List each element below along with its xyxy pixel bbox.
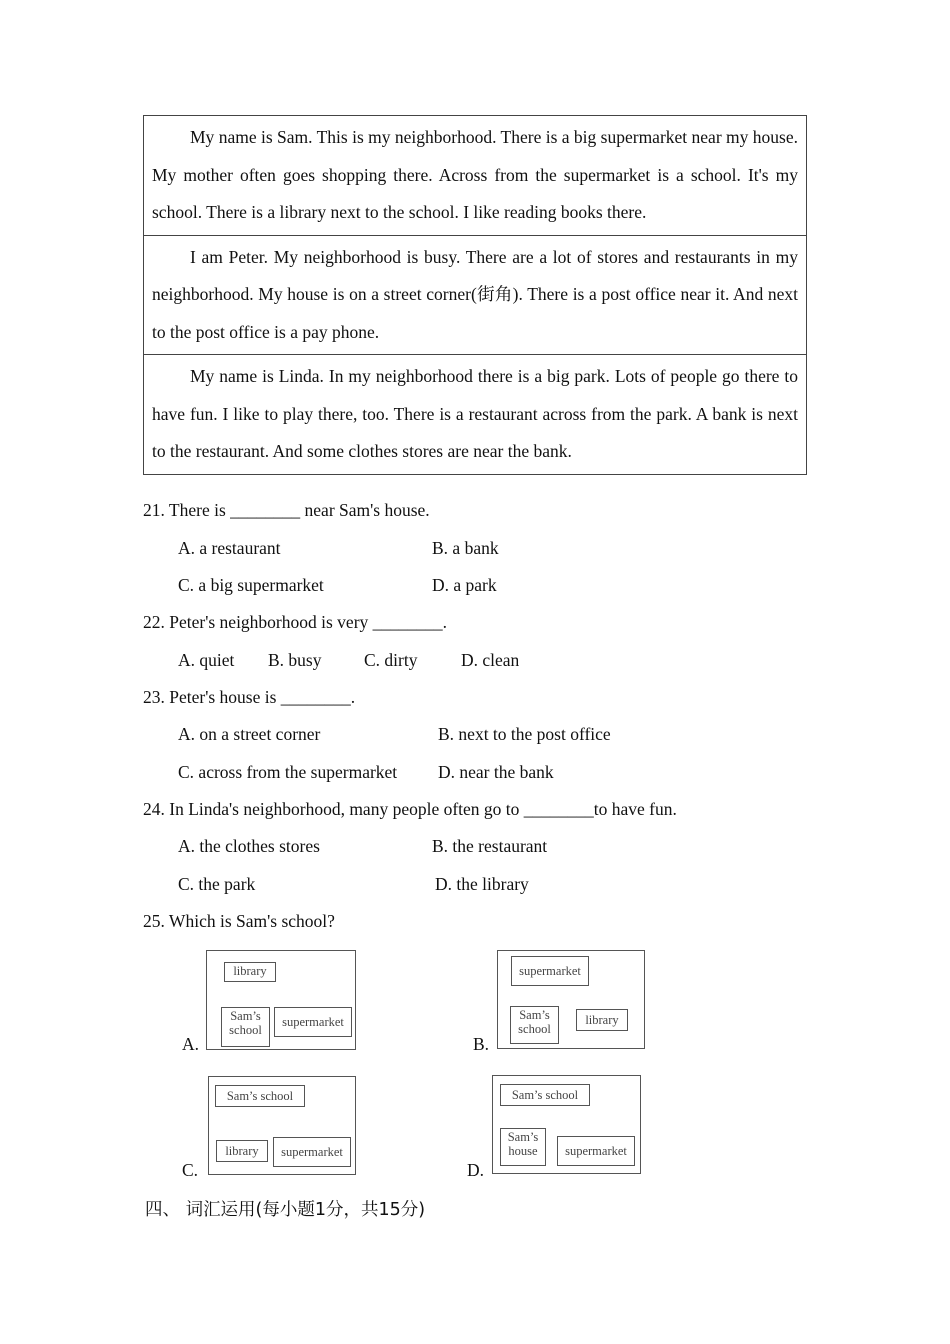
q22-option-b: B. busy [268,650,322,670]
map-c-label: C. [182,1160,199,1180]
section-heading: 四、 词汇运用(每小题1分，共15分) [145,1200,426,1220]
map-a [206,950,356,1050]
map-d-sams-school: Sam’s school [500,1084,590,1106]
reading-passages [143,115,807,475]
q21-option-b: B. a bank [432,538,499,558]
question-23: 23. Peter's house is ________. [143,687,356,707]
passage-sam: My name is Sam. This is my neighborhood. There is a big supermarket near my house. My mother often goes shopping there. Across from the supermarket is a school. It's my school. There is a library next to the school. I like reading books there. [152,127,798,222]
map-d-sams-house: Sam’s house [500,1128,546,1166]
map-c [208,1076,356,1175]
map-b-library: library [576,1009,628,1031]
q22-option-a: A. quiet [178,650,235,670]
passage-linda: My name is Linda. In my neighborhood there is a big park. Lots of people go there to have fun. I like to play there, too. There is a restaurant across from the park. A bank is next to the restaurant. And some clothes stores are near the bank. [144,354,806,474]
map-b-supermarket: supermarket [511,956,589,986]
map-a-supermarket: supermarket [274,1007,352,1037]
map-b-label: B. [473,1034,490,1054]
q24-option-b: B. the restaurant [432,836,548,856]
map-a-sams-school: Sam’s school [221,1007,270,1047]
map-c-supermarket: supermarket [273,1137,351,1167]
q21-option-a: A. a restaurant [178,538,281,558]
map-a-library: library [224,962,276,982]
q24-option-a: A. the clothes stores [178,836,320,856]
map-d-label: D. [467,1160,485,1180]
q24-option-d: D. the library [435,874,529,894]
question-24: 24. In Linda's neighborhood, many people often go to ________to have fun. [143,799,677,819]
map-b-sams-school: Sam’s school [510,1006,559,1044]
map-a-label: A. [182,1034,200,1054]
question-21: 21. There is ________ near Sam's house. [143,500,430,520]
map-c-sams-school: Sam’s school [215,1085,305,1107]
q22-option-d: D. clean [461,650,520,670]
map-d [492,1075,641,1174]
q23-option-d: D. near the bank [438,762,554,782]
q22-option-c: C. dirty [364,650,418,670]
question-22: 22. Peter's neighborhood is very ________. [143,612,448,632]
q23-option-a: A. on a street corner [178,724,321,744]
q21-option-c: C. a big supermarket [178,575,324,595]
map-c-library: library [216,1140,268,1162]
map-b [497,950,645,1049]
q23-option-c: C. across from the supermarket [178,762,398,782]
q23-option-b: B. next to the post office [438,724,611,744]
question-25: 25. Which is Sam's school? [143,911,335,931]
passage-peter: I am Peter. My neighborhood is busy. There are a lot of stores and restaurants in my neighborhood. My house is on a street corner(街角). There is a post office near it. And next to the post office is a pay phone. [144,235,806,355]
q24-option-c: C. the park [178,874,256,894]
q21-option-d: D. a park [432,575,497,595]
map-d-supermarket: supermarket [557,1136,635,1166]
